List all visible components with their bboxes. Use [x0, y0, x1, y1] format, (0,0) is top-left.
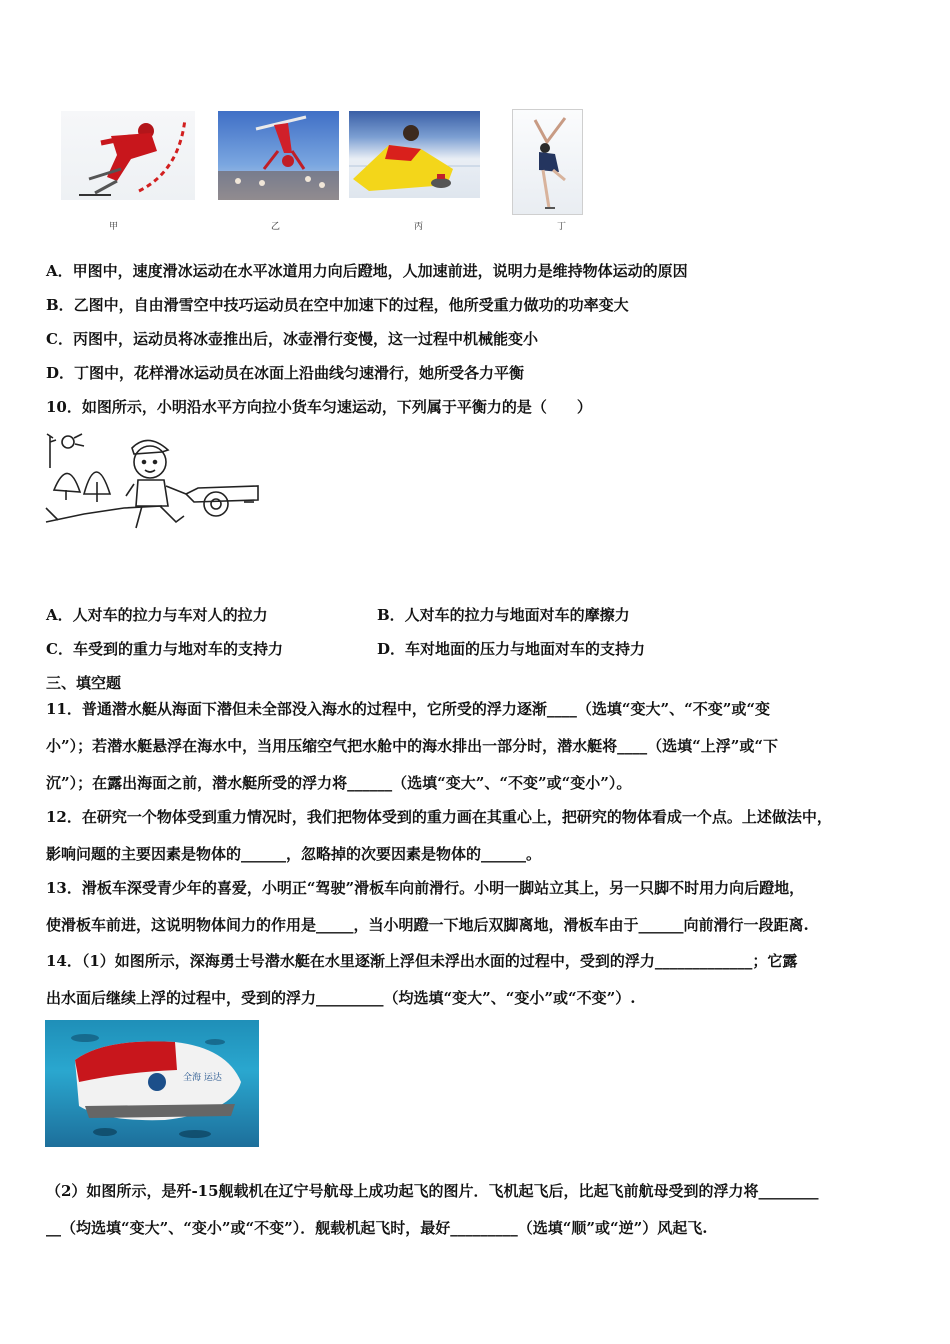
q14-line-2: 出水面后继续上浮的过程中，受到的浮力_________（均选填“变大”、“变小”或“不变”）.	[46, 989, 636, 1007]
caption-jia: 甲	[109, 222, 119, 232]
q9-option-d: D．丁图中，花样滑冰运动员在冰面上沿曲线匀速滑行，她所受各力平衡	[46, 364, 525, 382]
q14-part2-line-2: __（均选填“变大”、“变小”或“不变”）．舰载机起飞时，最好_________（选填“顺”或“逆”）风起飞.	[46, 1219, 708, 1237]
q9-option-b: B．乙图中，自由滑雪空中技巧运动员在空中加速下的过程，他所受重力做功的功率变大	[46, 296, 629, 314]
q13-line-1: 13．滑板车深受青少年的喜爱，小明正“驾驶”滑板车向前滑行。小明一脚站立其上，另一只脚不时用力向后蹬地，	[46, 879, 805, 897]
caption-yi: 乙	[271, 222, 281, 232]
submarine-label: 全海 运达	[183, 1073, 222, 1083]
q10-stem: 10．如图所示，小明沿水平方向拉小货车匀速运动，下列属于平衡力的是（ ）	[46, 398, 592, 416]
q14-part2-line-1: （2）如图所示，是歼-15舰载机在辽宁号航母上成功起飞的图片．飞机起飞后，比起飞前航母受到的浮力将________	[46, 1182, 819, 1200]
q12-line-2: 影响问题的主要因素是物体的______，忽略掉的次要因素是物体的______。	[46, 845, 542, 863]
q10-option-a: A．人对车的拉力与车对人的拉力	[46, 606, 268, 624]
q9-option-a: A．甲图中，速度滑冰运动在水平冰道用力向后蹬地，人加速前进，说明力是维持物体运动的原因	[46, 262, 688, 280]
q11-line-2: 小”）；若潜水艇悬浮在海水中，当用压缩空气把水舱中的海水排出一部分时，潜水艇将____（选填“上浮”或“下	[46, 737, 779, 755]
q12-line-1: 12．在研究一个物体受到重力情况时，我们把物体受到的重力画在其重心上，把研究的物体看成一个点。上述做法中，	[46, 808, 832, 826]
q10-option-c: C．车受到的重力与地对车的支持力	[46, 640, 283, 658]
curling-image	[349, 111, 480, 198]
figure-skating-image	[512, 109, 583, 215]
boy-pulling-cart-drawing	[44, 428, 262, 532]
q9-option-c: C．丙图中，运动员将冰壶推出后，冰壶滑行变慢，这一过程中机械能变小	[46, 330, 538, 348]
speed-skating-image	[61, 111, 195, 200]
q14-line-1: 14．（1）如图所示，深海勇士号潜水艇在水里逐渐上浮但未浮出水面的过程中，受到的浮力_____________；它露	[46, 952, 798, 970]
caption-ding: 丁	[557, 222, 567, 232]
section-title-fill-in: 三、填空题	[46, 674, 122, 692]
q11-line-1: 11．普通潜水艇从海面下潜但未全部没入海水的过程中，它所受的浮力逐渐____（选填“变大”、“不变”或“变	[46, 700, 771, 718]
submarine-image	[45, 1020, 259, 1147]
q10-option-d: D．车对地面的压力与地面对车的支持力	[377, 640, 646, 658]
caption-bing: 丙	[414, 222, 424, 232]
q13-line-2: 使滑板车前进，这说明物体间力的作用是_____，当小明蹬一下地后双脚离地，滑板车由于______向前滑行一段距离.	[46, 916, 809, 934]
aerial-skiing-image	[218, 111, 339, 200]
q10-option-b: B．人对车的拉力与地面对车的摩擦力	[377, 606, 630, 624]
q11-line-3: 沉”）；在露出海面之前，潜水艇所受的浮力将______（选填“变大”、“不变”或“变小”）。	[46, 774, 632, 792]
